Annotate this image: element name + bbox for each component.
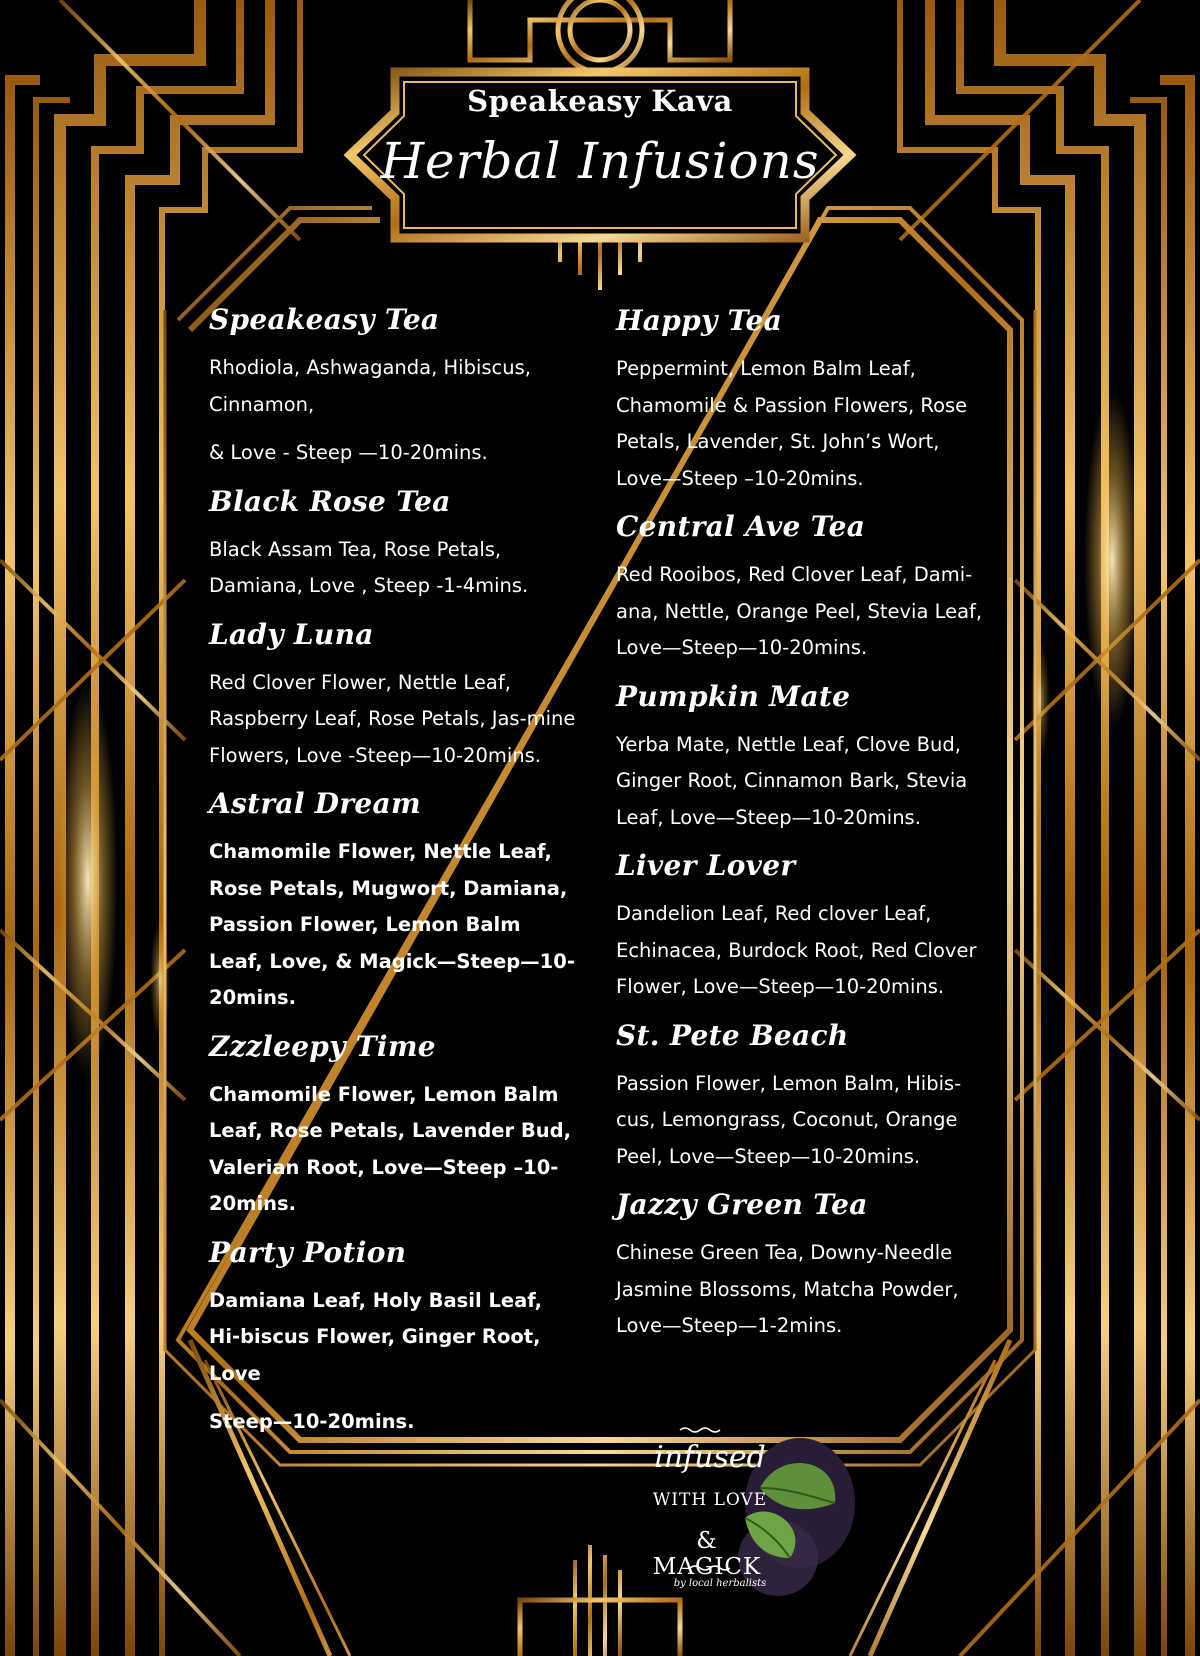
item-description: Red Rooibos, Red Clover Leaf, Dami-ana, Nettle, Orange Peel, Stevia Leaf, Love—Steep—10-20mins. (616, 563, 983, 659)
item-description: Dandelion Leaf, Red clover Leaf, Echinacea, Burdock Root, Red Clover Flower, Love—Steep—10-20mins. (616, 902, 977, 998)
menu-item (616, 846, 986, 1006)
item-description: Black Assam Tea, Rose Petals, Damiana, Love , Steep -1-4mins. (209, 537, 529, 597)
badge-line-herbalists: by local herbalists (673, 1578, 767, 1589)
menu-item (616, 1185, 986, 1345)
menu-item (616, 677, 986, 837)
item-description-text: Rhodiola, Ashwaganda, Hibiscus, Cinnamon, (209, 356, 531, 416)
badge-line-with-love: WITH LOVE (652, 1490, 768, 1510)
item-description: Red Clover Flower, Nettle Leaf, Raspberry Leaf, Rose Petals, Jas-mine Flowers, Love -Steep—10-20mins. (209, 670, 576, 767)
menu-item (209, 482, 579, 605)
item-name: Pumpkin Mate (616, 679, 851, 713)
item-description: Chamomile Flower, Lemon Balm Leaf, Rose Petals, Lavender Bud, Valerian Root, Love—Steep –10-20mins. (209, 1082, 572, 1215)
badge-line-infused: infused (654, 1440, 766, 1475)
item-name: Central Ave Tea (616, 510, 866, 543)
item-name: Happy Tea (616, 304, 783, 337)
item-description (209, 350, 579, 472)
menu-title: Herbal Infusions (380, 132, 820, 190)
item-name: Black Rose Tea (209, 484, 451, 518)
item-name: Zzzleepy Time (209, 1029, 436, 1063)
menu-item (616, 301, 986, 497)
item-name: Speakeasy Tea (209, 303, 440, 336)
item-name: Party Potion (209, 1235, 407, 1269)
menu-item (209, 615, 579, 775)
item-description: Yerba Mate, Nettle Leaf, Clove Bud, Ginger Root, Cinnamon Bark, Stevia Leaf, Love—Steep—10-20mins. (616, 732, 968, 829)
item-name: Lady Luna (209, 617, 374, 651)
badge-line-magick: & MAGICK (652, 1528, 762, 1580)
item-name: St. Pete Beach (616, 1018, 849, 1052)
menu-item (616, 507, 986, 667)
item-description-extra: Steep—10-20mins. (209, 1410, 415, 1433)
infused-with-love-badge (650, 1418, 860, 1628)
menu-item (209, 300, 579, 472)
item-name: Liver Lover (616, 849, 796, 882)
item-name: Jazzy Green Tea (616, 1188, 868, 1221)
brand-name: Speakeasy Kava (467, 84, 733, 118)
item-description (209, 1283, 579, 1441)
menu-column-left (209, 300, 579, 1451)
menu-column-right (616, 301, 986, 1355)
item-description-extra: & Love - Steep —10-20mins. (209, 441, 488, 464)
menu-item (616, 1016, 986, 1176)
item-description: Chinese Green Tea, Downy-Needle Jasmine Blossoms, Matcha Powder, Love—Steep—1-2mins. (616, 1241, 959, 1337)
menu-item (209, 1027, 579, 1223)
item-description: Chamomile Flower, Nettle Leaf, Rose Petals, Mugwort, Damiana, Passion Flower, Lemon Balm Leaf, Love, & Magick—Steep—10-20mins. (209, 840, 575, 1009)
item-description-text: Damiana Leaf, Holy Basil Leaf, Hi-biscus Flower, Ginger Root, Love (209, 1288, 543, 1385)
item-name: Astral Dream (209, 787, 421, 820)
menu-item (209, 784, 579, 1017)
menu-item (209, 1233, 579, 1441)
item-description: Passion Flower, Lemon Balm, Hibis-cus, Lemongrass, Coconut, Orange Peel, Love—Steep—10-20mins. (616, 1071, 962, 1168)
item-description: Peppermint, Lemon Balm Leaf, Chamomile & Passion Flowers, Rose Petals, Lavender, St. John’s Wort, Love—Steep –10-20mins. (616, 357, 968, 490)
